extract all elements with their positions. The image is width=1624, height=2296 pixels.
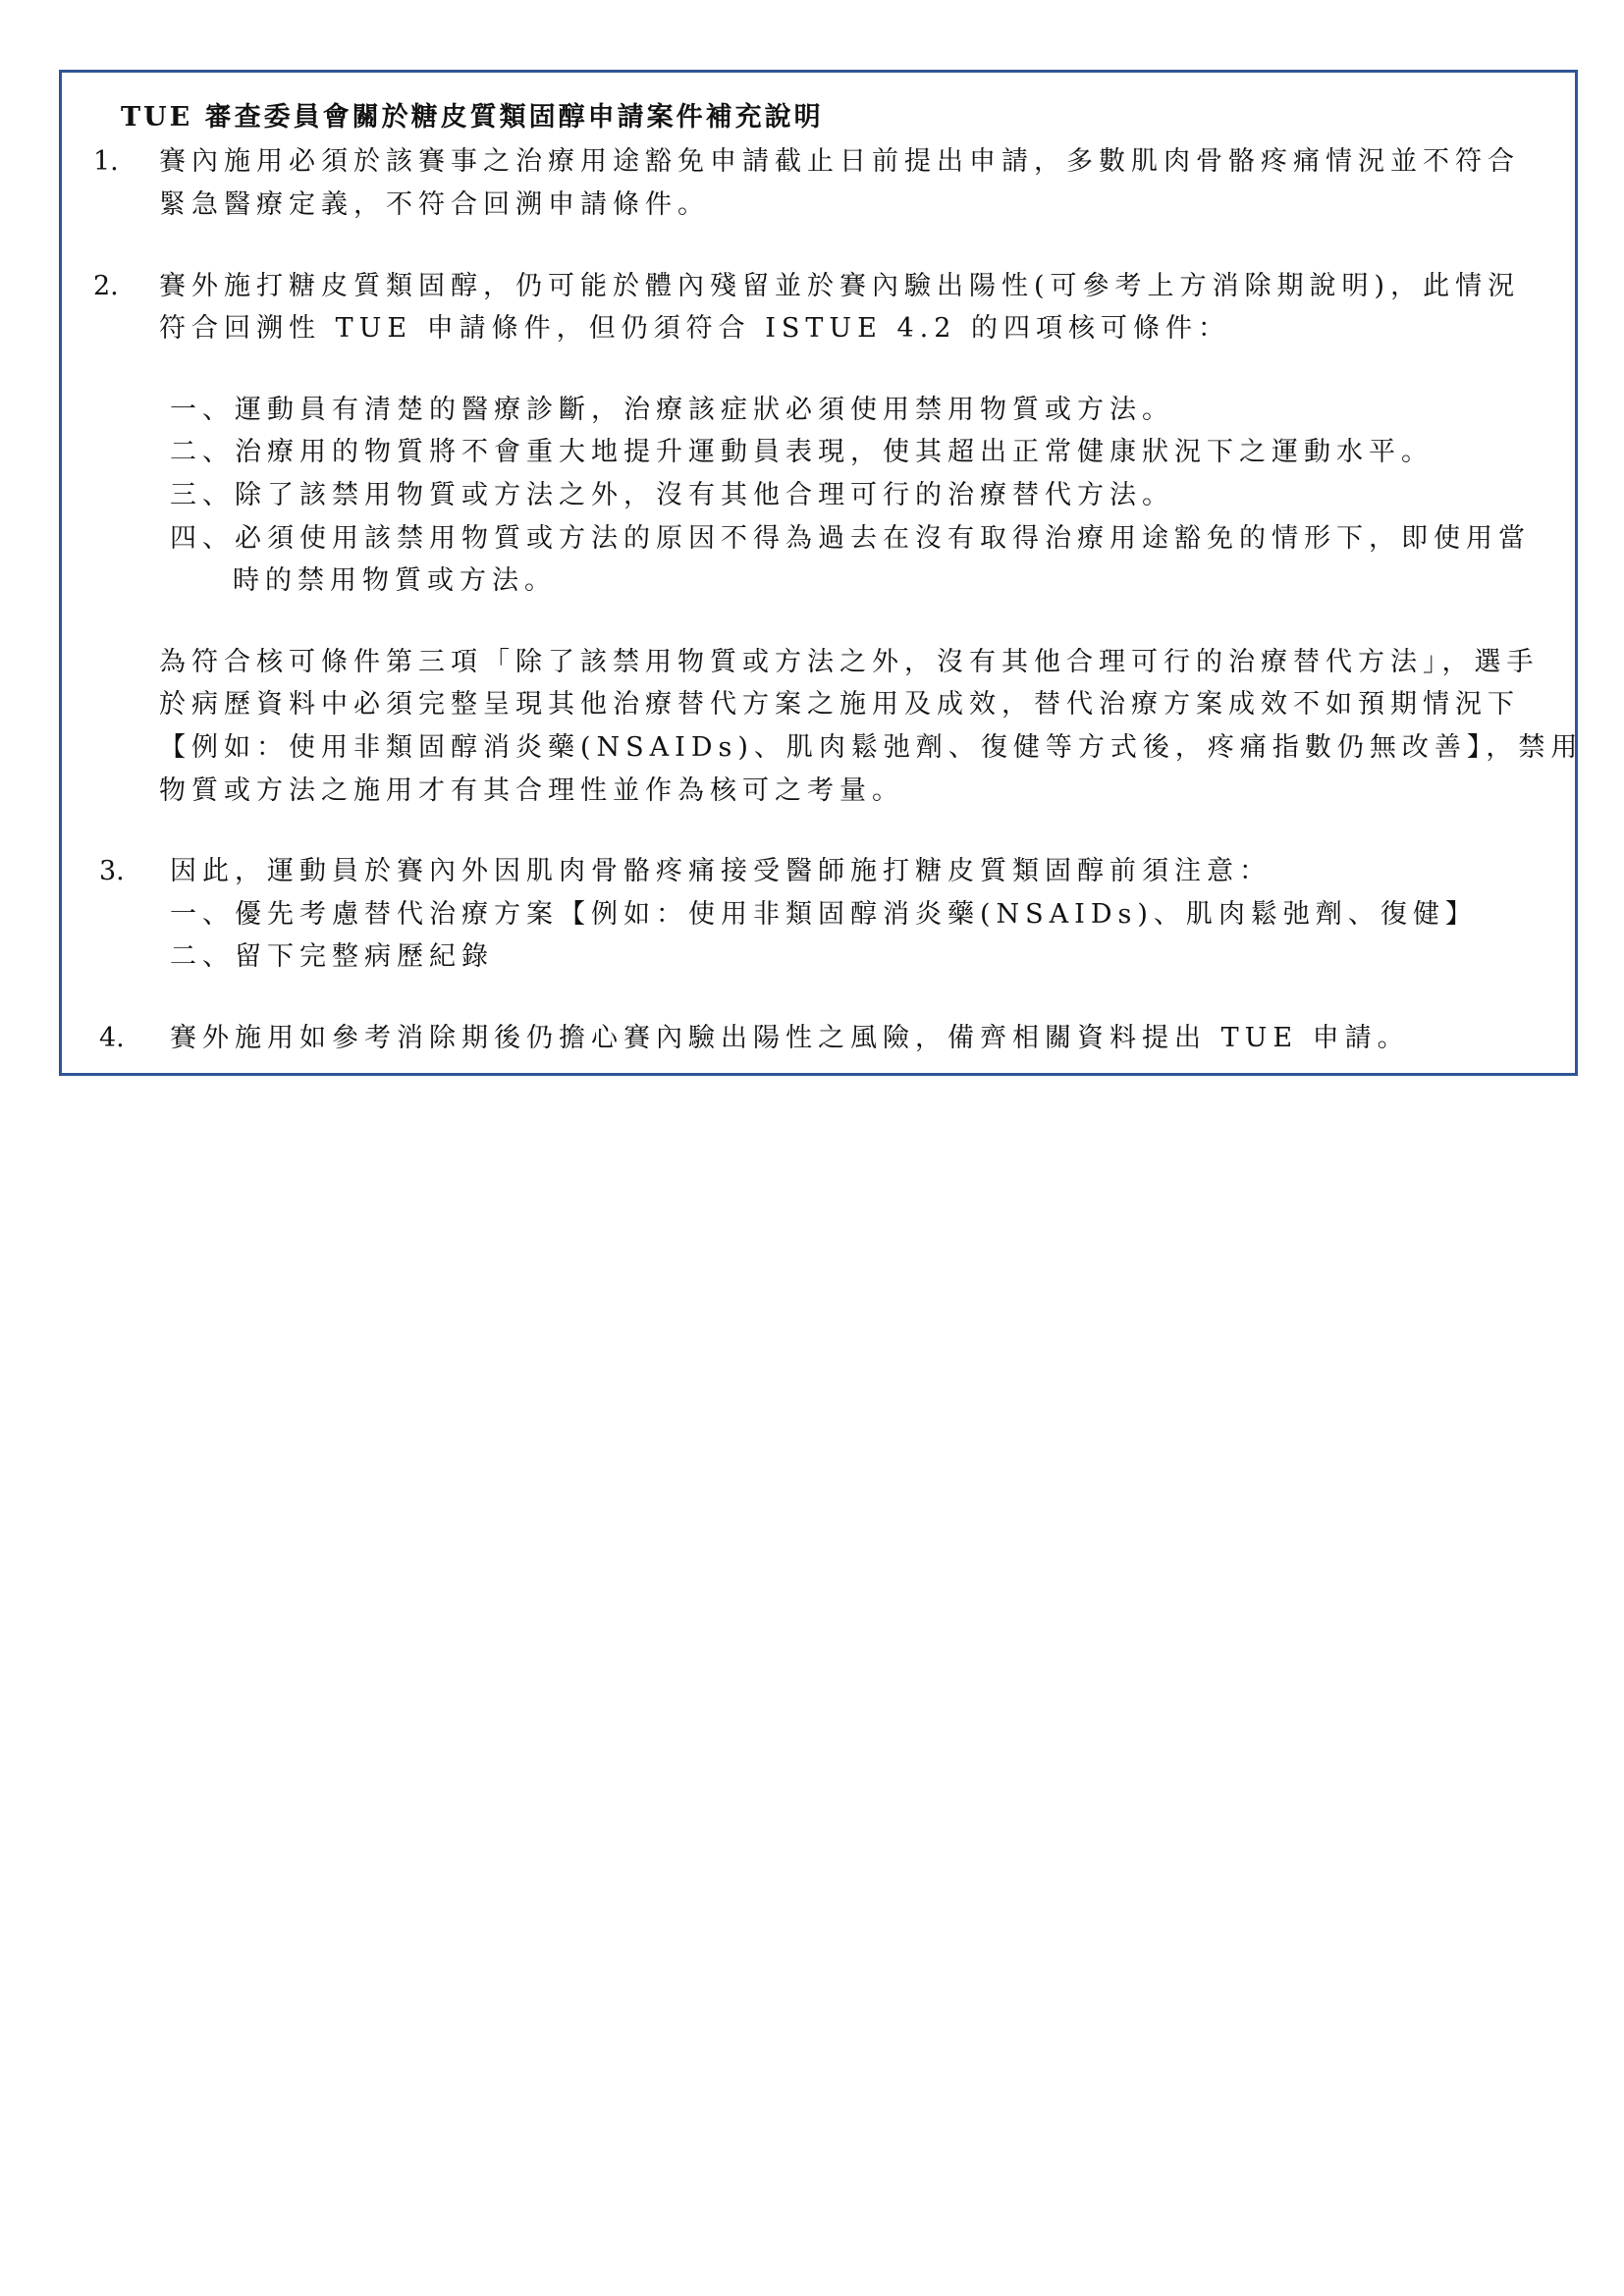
condition-item: 二、治療用的物質將不會重大地提升運動員表現，使其超出正常健康狀況下之運動水平。 [170,437,1434,467]
paragraph-line: 【例如：使用非類固醇消炎藥(NSAIDs)、肌肉鬆弛劑、復健等方式後，疼痛指數仍無改善】，禁用 [159,732,1584,763]
item2-line: 符合回溯性 TUE 申請條件，但仍須符合 ISTUE 4.2 的四項核可條件： [159,313,1230,344]
item-number: 3. [99,856,125,886]
item-number: 2. [93,271,119,301]
item-number: 1. [93,146,119,177]
item3-line: 二、留下完整病歷紀錄 [170,941,494,972]
item1-line: 賽內施用必須於該賽事之治療用途豁免申請截止日前提出申請，多數肌肉骨骼疼痛情況並不符合 [159,146,1520,177]
document-title: TUE 審查委員會關於糖皮質類固醇申請案件補充說明 [121,102,824,133]
item3-line: 因此，運動員於賽內外因肌肉骨骼疼痛接受醫師施打糖皮質類固醇前須注意： [170,856,1272,886]
condition-item: 三、除了該禁用物質或方法之外，沒有其他合理可行的治療替代方法。 [170,480,1174,510]
condition-item: 四、必須使用該禁用物質或方法的原因不得為過去在沒有取得治療用途豁免的情形下，即使用當 [170,523,1531,554]
paragraph-line: 於病歷資料中必須完整呈現其他治療替代方案之施用及成效，替代治療方案成效不如預期情況下 [159,689,1520,720]
condition-item: 一、運動員有清楚的醫療診斷，治療該症狀必須使用禁用物質或方法。 [170,395,1174,425]
condition-item-continued: 時的禁用物質或方法。 [233,565,557,596]
paragraph-line: 物質或方法之施用才有其合理性並作為核可之考量。 [159,775,904,806]
item-number: 4. [99,1023,125,1053]
paragraph-line: 為符合核可條件第三項「除了該禁用物質或方法之外，沒有其他合理可行的治療替代方法」，選手 [159,647,1540,677]
item1-line: 緊急醫療定義，不符合回溯申請條件。 [159,189,710,220]
item2-line: 賽外施打糖皮質類固醇，仍可能於體內殘留並於賽內驗出陽性(可參考上方消除期說明)，此情況 [159,271,1521,301]
item3-line: 一、優先考慮替代治療方案【例如：使用非類固醇消炎藥(NSAIDs)、肌肉鬆弛劑、復健】 [170,899,1478,930]
item4-line: 賽外施用如參考消除期後仍擔心賽內驗出陽性之風險，備齊相關資料提出 TUE 申請。 [170,1023,1410,1053]
